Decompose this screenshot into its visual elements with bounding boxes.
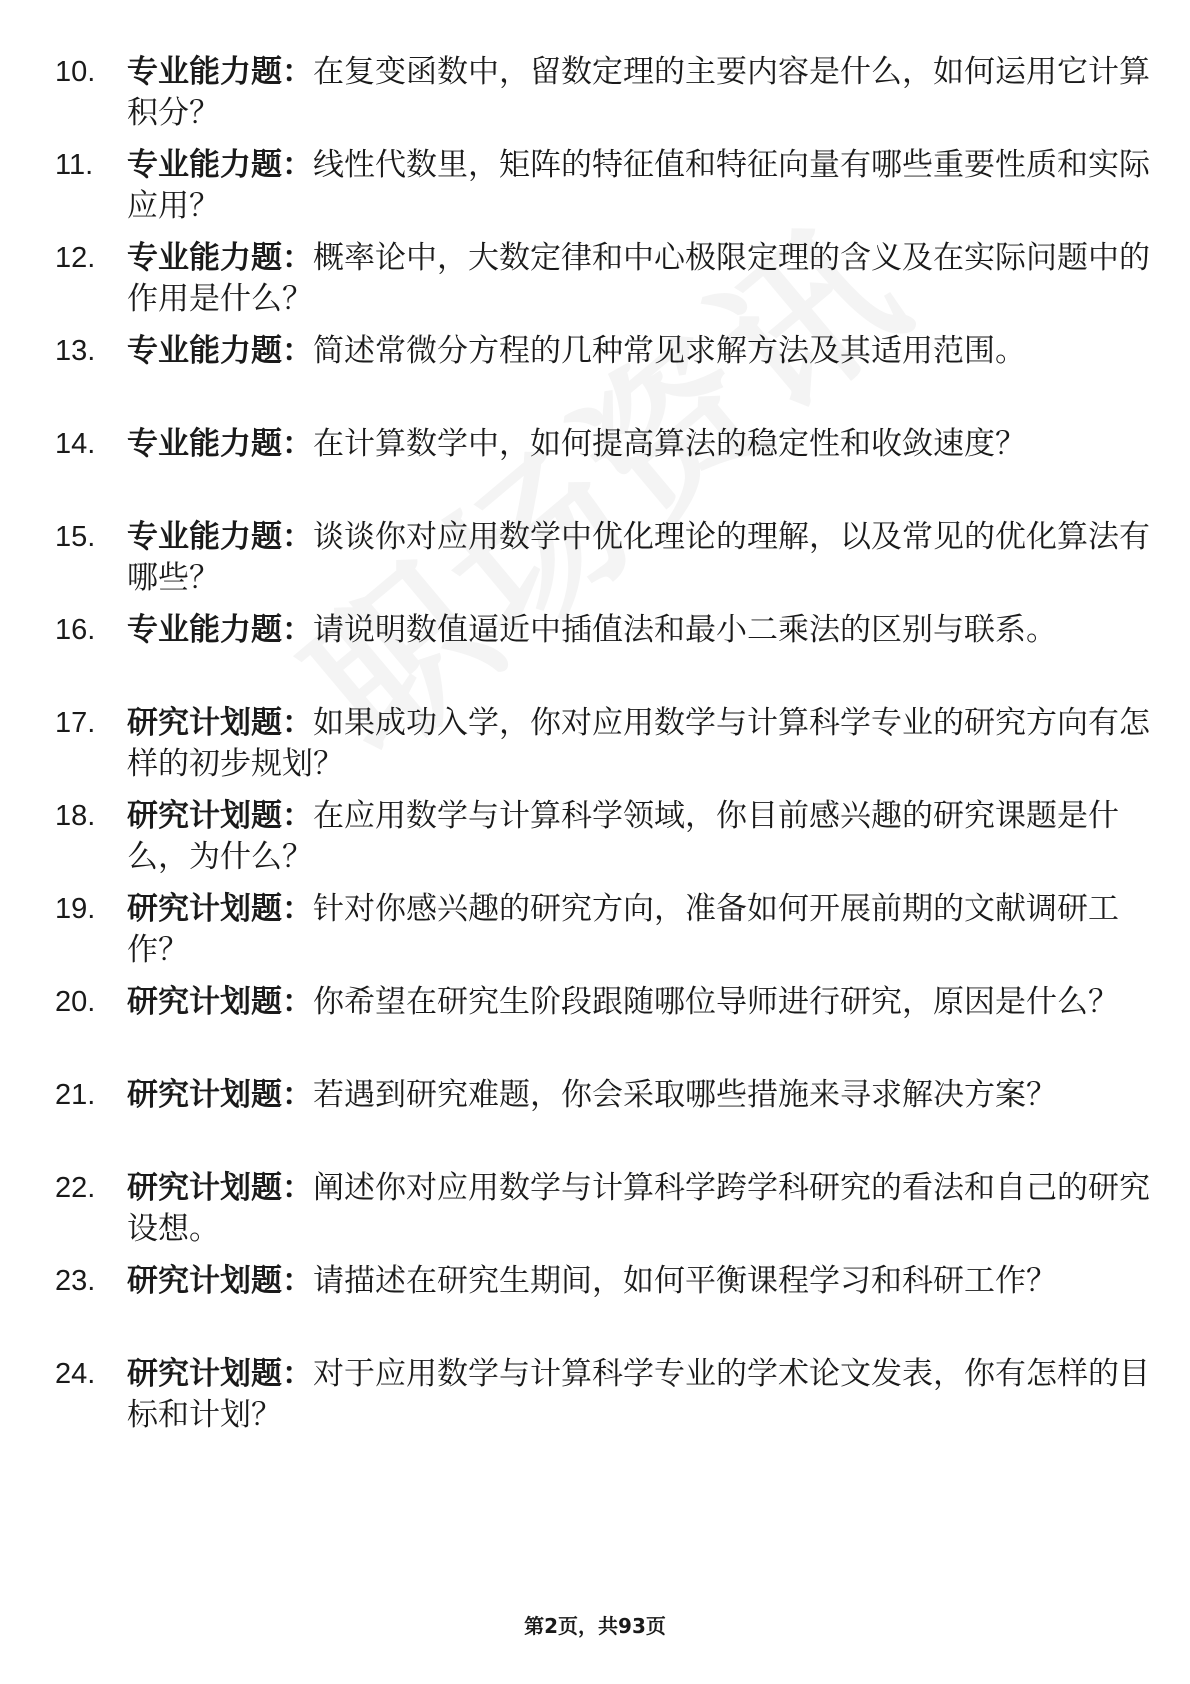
question-category-label: 专业能力题： (127, 240, 313, 276)
question-text: 谈谈你对应用数学中优化理论的理解，以及常见的优化算法有哪些？ (127, 519, 1150, 596)
question-text: 你希望在研究生阶段跟随哪位导师进行研究，原因是什么？ (313, 984, 1119, 1020)
question-item (55, 424, 1135, 517)
question-body (127, 424, 1172, 465)
question-category-label: 研究计划题： (127, 1356, 313, 1392)
question-body (127, 889, 1172, 971)
question-item (55, 610, 1135, 703)
question-number: 10. (55, 56, 96, 88)
question-body (127, 238, 1172, 320)
question-text: 在应用数学与计算科学领域，你目前感兴趣的研究课题是什么，为什么？ (127, 798, 1119, 875)
question-number: 20. (55, 986, 96, 1018)
question-item (55, 982, 1135, 1075)
question-body (127, 1168, 1172, 1250)
question-number: 15. (55, 521, 96, 553)
question-text: 阐述你对应用数学与计算科学跨学科研究的看法和自己的研究设想。 (127, 1170, 1150, 1247)
question-item (55, 145, 1150, 238)
question-number: 12. (55, 242, 96, 274)
question-number: 21. (55, 1079, 96, 1111)
question-item (55, 238, 1150, 331)
question-text: 概率论中，大数定律和中心极限定理的含义及在实际问题中的作用是什么？ (127, 240, 1150, 317)
question-text: 在复变函数中，留数定理的主要内容是什么，如何运用它计算积分？ (127, 54, 1150, 131)
question-text: 对于应用数学与计算科学专业的学术论文发表，你有怎样的目标和计划？ (127, 1356, 1150, 1433)
question-body (127, 517, 1172, 599)
question-text: 针对你感兴趣的研究方向，准备如何开展前期的文献调研工作？ (127, 891, 1119, 968)
question-item (55, 331, 1135, 424)
question-body (127, 982, 1172, 1023)
question-number: 17. (55, 707, 96, 739)
question-number: 18. (55, 800, 96, 832)
question-category-label: 专业能力题： (127, 612, 313, 648)
question-text: 如果成功入学，你对应用数学与计算科学专业的研究方向有怎样的初步规划？ (127, 705, 1150, 782)
question-category-label: 专业能力题： (127, 519, 313, 555)
question-item (55, 1261, 1135, 1354)
question-number: 24. (55, 1358, 96, 1390)
question-number: 14. (55, 428, 96, 460)
question-number: 11. (55, 149, 94, 181)
question-category-label: 研究计划题： (127, 1077, 313, 1113)
question-body (127, 1075, 1172, 1116)
question-number: 13. (55, 335, 96, 367)
question-number: 22. (55, 1172, 96, 1204)
question-category-label: 专业能力题： (127, 333, 313, 369)
question-body (127, 52, 1172, 134)
question-body (127, 703, 1172, 785)
question-item (55, 889, 1135, 982)
question-item (55, 52, 1150, 145)
question-body (127, 1354, 1172, 1436)
question-number: 16. (55, 614, 96, 646)
question-body (127, 796, 1172, 878)
question-text: 请说明数值逼近中插值法和最小二乘法的区别与联系。 (313, 612, 1057, 648)
question-body (127, 1261, 1172, 1302)
question-text: 线性代数里，矩阵的特征值和特征向量有哪些重要性质和实际应用？ (127, 147, 1150, 224)
question-category-label: 专业能力题： (127, 147, 313, 183)
question-text: 若遇到研究难题，你会采取哪些措施来寻求解决方案？ (313, 1077, 1057, 1113)
question-body (127, 331, 1172, 372)
question-category-label: 专业能力题： (127, 426, 313, 462)
question-item (55, 1168, 1150, 1261)
question-category-label: 研究计划题： (127, 984, 313, 1020)
question-item (55, 517, 1150, 610)
question-category-label: 研究计划题： (127, 705, 313, 741)
question-item (55, 1075, 1135, 1168)
question-text: 在计算数学中，如何提高算法的稳定性和收敛速度？ (313, 426, 1026, 462)
question-category-label: 专业能力题： (127, 54, 313, 90)
question-body (127, 145, 1172, 227)
page-footer: 第2页，共93页 (524, 1614, 666, 1638)
question-item (55, 1354, 1150, 1447)
question-list (55, 52, 1150, 1447)
question-body (127, 610, 1172, 651)
question-number: 19. (55, 893, 96, 925)
question-category-label: 研究计划题： (127, 798, 313, 834)
question-number: 23. (55, 1265, 96, 1297)
question-item (55, 703, 1150, 796)
question-item (55, 796, 1135, 889)
question-category-label: 研究计划题： (127, 891, 313, 927)
question-text: 简述常微分方程的几种常见求解方法及其适用范围。 (313, 333, 1026, 369)
question-text: 请描述在研究生期间，如何平衡课程学习和科研工作？ (313, 1263, 1057, 1299)
question-category-label: 研究计划题： (127, 1263, 313, 1299)
question-category-label: 研究计划题： (127, 1170, 313, 1206)
